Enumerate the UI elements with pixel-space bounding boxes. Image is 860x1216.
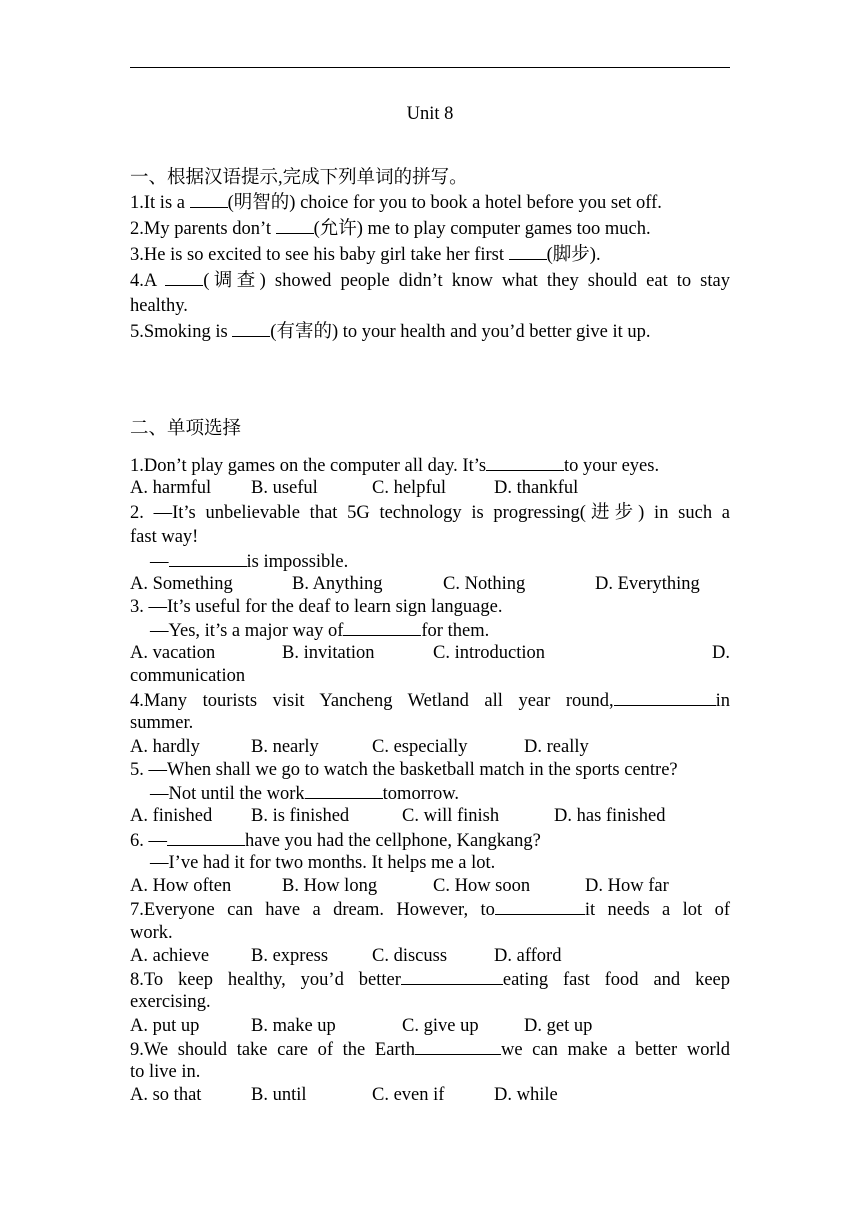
q6-reply: —I’ve had it for two months. It helps me a lot. <box>150 853 496 873</box>
s1-item-2: 2.My parents don’t (允许) me to play computer games too much. <box>130 216 730 241</box>
option-a[interactable]: A. achieve <box>130 946 210 966</box>
q3-stem: 3. —It’s useful for the deaf to learn sign language. <box>130 597 503 617</box>
option-c[interactable]: C. discuss <box>372 946 448 966</box>
q8-stem-cont: exercising. <box>130 992 211 1012</box>
option-d[interactable]: D. really <box>524 737 589 757</box>
option-d[interactable]: D. Everything <box>595 574 700 594</box>
q7-stem-cont: work. <box>130 923 173 943</box>
answer-blank <box>415 1037 501 1055</box>
q2-reply: — is impossible. <box>150 549 730 574</box>
answer-blank <box>165 268 203 286</box>
s1-item-1: 1.It is a (明智的) choice for you to book a hotel before you set off. <box>130 190 730 215</box>
option-b[interactable]: B. make up <box>251 1016 336 1036</box>
answer-blank <box>495 897 585 915</box>
option-a[interactable]: A. vacation <box>130 643 216 663</box>
q3-options-cont: communication <box>130 666 246 686</box>
option-c[interactable]: C. Nothing <box>443 574 526 594</box>
answer-blank <box>305 781 383 799</box>
answer-blank <box>401 967 503 985</box>
option-c[interactable]: C. helpful <box>372 478 446 498</box>
s1-item-3: 3.He is so excited to see his baby girl take her first (脚步). <box>130 242 730 267</box>
option-c[interactable]: C. introduction <box>433 643 546 663</box>
q4-stem: 4.Many tourists visit Yancheng Wetland all year round, in <box>130 688 730 713</box>
option-b[interactable]: B. Anything <box>292 574 383 594</box>
option-a[interactable]: A. hardly <box>130 737 200 757</box>
q5-stem: 5. —When shall we go to watch the basketball match in the sports centre? <box>130 760 678 780</box>
answer-blank <box>190 190 228 208</box>
answer-blank <box>614 688 716 706</box>
section2-heading: 二、单项选择 <box>130 419 242 439</box>
q9-stem: 9.We should take care of the Earth we can make a better world <box>130 1037 730 1062</box>
q1-stem: 1.Don’t play games on the computer all day. It’s to your eyes. <box>130 453 730 478</box>
option-b[interactable]: B. invitation <box>282 643 375 663</box>
option-c[interactable]: C. will finish <box>402 806 500 826</box>
option-a[interactable]: A. finished <box>130 806 213 826</box>
option-b[interactable]: B. useful <box>251 478 318 498</box>
option-c[interactable]: C. How soon <box>433 876 531 896</box>
option-a[interactable]: A. harmful <box>130 478 212 498</box>
answer-blank <box>509 242 547 260</box>
answer-blank <box>169 549 247 567</box>
option-a[interactable]: A. How often <box>130 876 232 896</box>
answer-blank <box>343 618 421 636</box>
option-d[interactable]: D. while <box>494 1085 558 1105</box>
option-d[interactable]: D. afford <box>494 946 562 966</box>
q7-stem: 7.Everyone can have a dream. However, to it needs a lot of <box>130 897 730 922</box>
q4-stem-cont: summer. <box>130 713 194 733</box>
option-b[interactable]: B. is finished <box>251 806 350 826</box>
option-d[interactable]: D. thankful <box>494 478 579 498</box>
q6-stem: 6. — have you had the cellphone, Kangkang? <box>130 828 730 853</box>
answer-blank <box>167 828 245 846</box>
answer-blank <box>276 216 314 234</box>
section1-heading: 一、根据汉语提示,完成下列单词的拼写。 <box>130 168 468 188</box>
option-a[interactable]: A. so that <box>130 1085 202 1105</box>
q8-stem: 8.To keep healthy, you’d better eating fast food and keep <box>130 967 730 992</box>
option-d[interactable]: D. <box>712 643 730 663</box>
option-d[interactable]: D. How far <box>585 876 669 896</box>
option-a[interactable]: A. put up <box>130 1016 200 1036</box>
answer-blank <box>486 453 564 471</box>
s1-item-4: 4.A (调查) showed people didn’t know what they should eat to stay <box>130 268 730 293</box>
q2-stem: 2. —It’s unbelievable that 5G technology is progressing(进步) in such a <box>130 503 730 523</box>
q9-stem-cont: to live in. <box>130 1062 201 1082</box>
q2-stem-cont: fast way! <box>130 527 199 547</box>
s1-item-4-cont: healthy. <box>130 296 188 316</box>
q3-reply: —Yes, it’s a major way of for them. <box>150 618 730 643</box>
option-d[interactable]: D. get up <box>524 1016 593 1036</box>
page-title: Unit 8 <box>406 104 454 124</box>
option-b[interactable]: B. How long <box>282 876 378 896</box>
header-rule <box>130 67 730 68</box>
q5-reply: —Not until the work tomorrow. <box>150 781 730 806</box>
option-c[interactable]: C. even if <box>372 1085 445 1105</box>
option-c[interactable]: C. especially <box>372 737 468 757</box>
option-a[interactable]: A. Something <box>130 574 233 594</box>
option-b[interactable]: B. nearly <box>251 737 319 757</box>
option-c[interactable]: C. give up <box>402 1016 479 1036</box>
option-b[interactable]: B. until <box>251 1085 307 1105</box>
answer-blank <box>232 319 270 337</box>
s1-item-5: 5.Smoking is (有害的) to your health and you’d better give it up. <box>130 319 730 344</box>
option-d[interactable]: D. has finished <box>554 806 666 826</box>
option-b[interactable]: B. express <box>251 946 329 966</box>
